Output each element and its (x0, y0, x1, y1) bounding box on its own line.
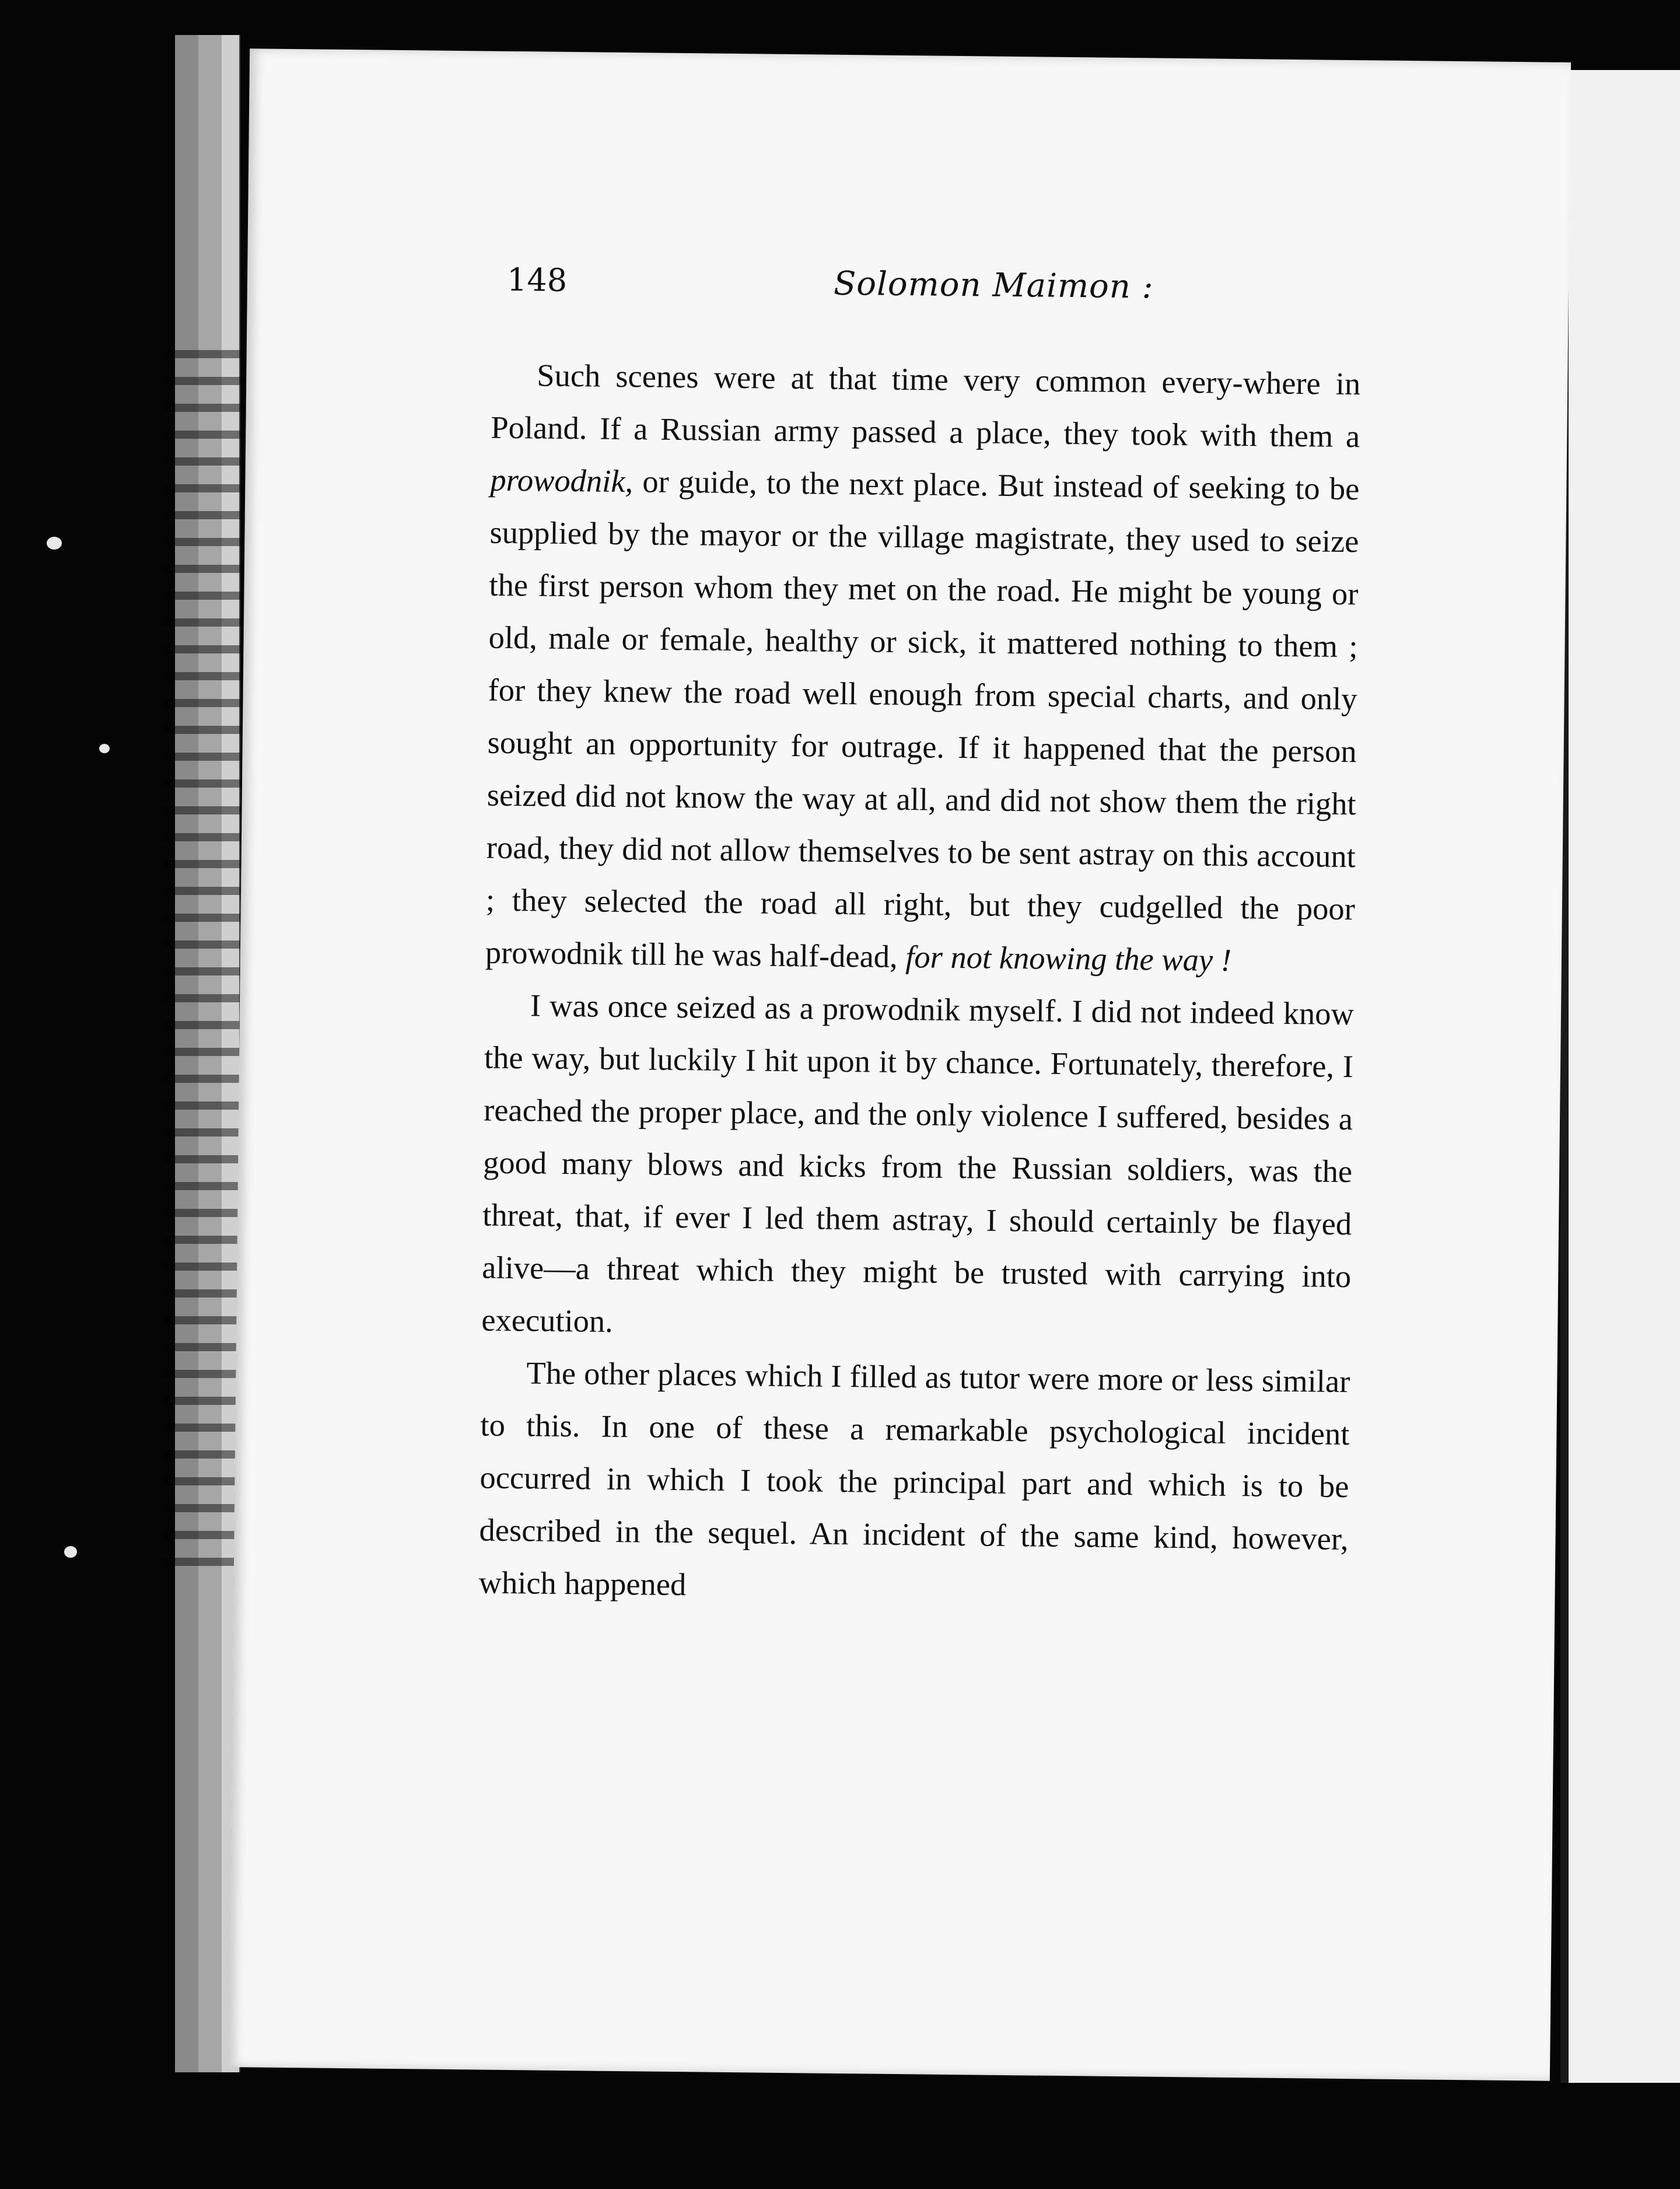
italic-text-run: for not knowing the way ! (905, 939, 1232, 978)
italic-text-run: prowodnik, (490, 461, 634, 499)
dust-speck (99, 744, 110, 753)
paragraph (478, 1347, 1350, 1618)
facing-page-sliver (1560, 70, 1680, 2083)
body-text (478, 349, 1361, 1618)
text-run: The other places which I filled as tutor were more or less similar to this. In one of these a remarkable psychological incident occurred in which I took the principal part and which is to be described in the sequel. An incident of the same kind, however, which happened (478, 1355, 1350, 1603)
text-run: I was once seized as a prowodnik myself. I did not indeed know the way, but luckily I hit upon it by chance. Fortunately, therefore, I reached the proper place, and the only violence I suffered, besides a good many blows and kicks from the Russian soldiers, was the threat, that, if ever I led them astray, I should certainly be flayed alive—a threat which they might be trusted with carrying into execution. (481, 987, 1354, 1339)
text-run: or guide, to the next place. But instead of seeking to be supplied by the mayor or the village magistrate, they used to seize the first person whom they met on the road. He might be young or old, male or female, healthy or sick, it mattered nothing to them ; for they knew the road well enough from special charts, and only sought an opportunity for outrage. If it happened that the person seized did not know the way at all, and did not show them the right road, they did not allow themselves to be sent astray on this account ; they selected the road all right, but they cudgelled the poor prowodnik till he was half-dead, (485, 463, 1360, 975)
dust-speck (47, 537, 62, 550)
running-head (506, 261, 1364, 323)
dust-speck (64, 1546, 77, 1558)
paragraph (481, 979, 1354, 1356)
running-title: Solomon Maimon : (833, 264, 1154, 306)
book-page (229, 48, 1571, 2081)
paragraph (485, 349, 1361, 988)
page-number: 148 (506, 261, 568, 299)
text-run: Such scenes were at that time very common every-where in Poland. If a Russian army passed a place, they took with them a (491, 357, 1361, 454)
